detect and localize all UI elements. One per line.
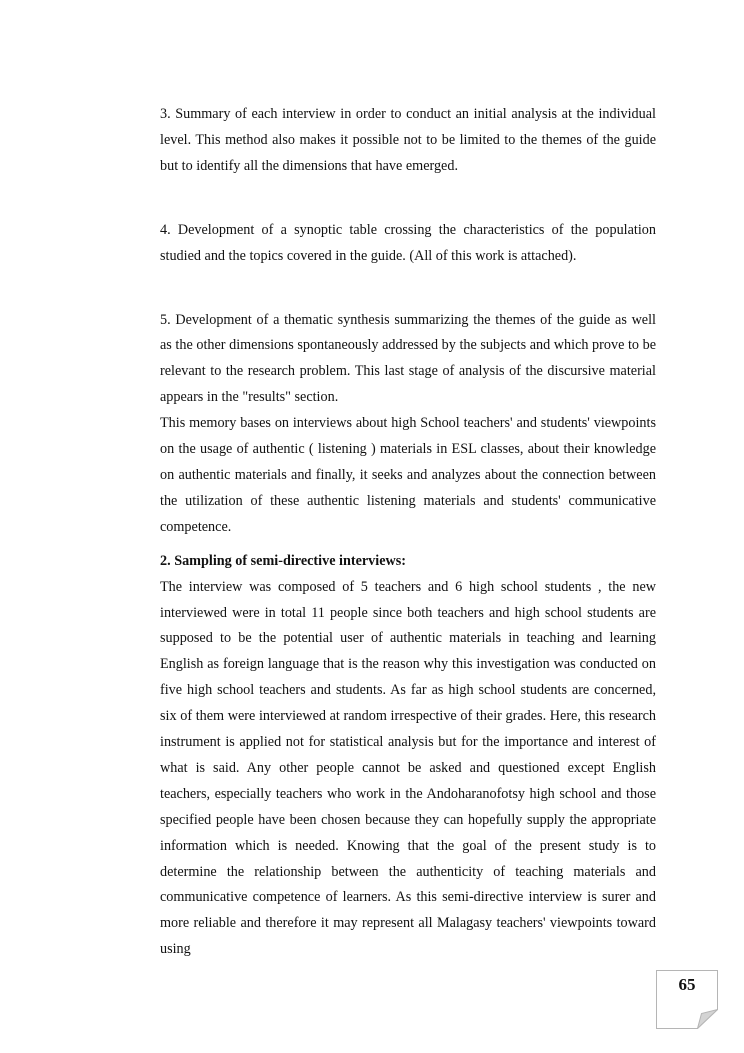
paragraph-summary-step: 3. Summary of each interview in order to conduct an initial analysis at the individual level. This method also makes it possible not to be limited to the themes of the guide but to identify all the dimensions that have emerged. <box>160 106 656 174</box>
body-text <box>160 102 656 963</box>
paragraph-sampling-description: The interview was composed of 5 teachers and 6 high school students , the new interviewed were in total 11 people since both teachers and high school students are supposed to be the potential user of authentic materials in teaching and learning English as foreign language that is the reason why this investigation was conducted on five high school teachers and students. As far as high school students are concerned, six of them were interviewed at random irrespective of their grades. Here, this research instrument is applied not for statistical analysis but for the importance and interest of what is said. Any other people cannot be asked and questioned except English teachers, especially teachers who work in the Andoharanofotsy high school and those specified people have been chosen because they can hopefully supply the appropriate information which is needed. Knowing that the goal of the present study is to determine the relationship between the authenticity of teaching materials and communicative competence of learners. As this semi-directive interview is surer and more reliable and therefore it may represent all Malagasy teachers' viewpoints toward using <box>160 578 656 958</box>
page-number-box <box>656 970 718 1029</box>
section-heading: 2. Sampling of semi-directive interviews: <box>160 552 407 569</box>
page-number: 65 <box>678 975 696 994</box>
paragraph-memory-overview: This memory bases on interviews about high School teachers' and students' viewpoints on the usage of authentic ( listening ) materials in ESL classes, about their knowledge on authentic materials and finally, it seeks and analyzes about the connection between the utilization of these authentic listening materials and students' communicative competence. <box>160 415 656 535</box>
paragraph-synoptic-table-step: 4. Development of a synoptic table crossing the characteristics of the population studied and the topics covered in the guide. (All of this work is attached). <box>160 221 656 264</box>
paragraph-thematic-synthesis-step: 5. Development of a thematic synthesis summarizing the themes of the guide as well as the other dimensions spontaneously addressed by the subjects and which prove to be relevant to the research problem. This last stage of analysis of the discursive material appears in the "results" section. <box>160 311 656 406</box>
